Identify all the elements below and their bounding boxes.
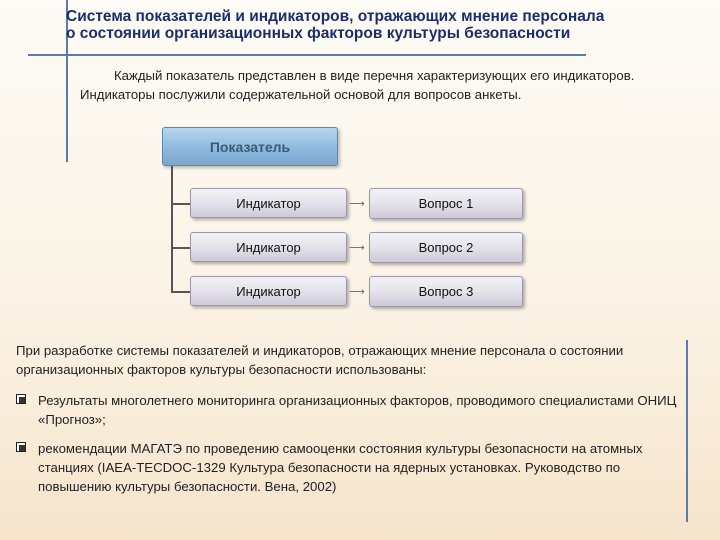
tree-branch-line xyxy=(171,203,191,205)
body-paragraph: При разработке системы показателей и индикаторов, отражающих мнение персонала о состоянии организационных факторов культуры безопасности использованы: xyxy=(16,343,624,377)
tree-branch-line xyxy=(171,247,191,249)
title-line-1: Система показателей и индикаторов, отражающих мнение персонала xyxy=(66,8,605,25)
checkbox-bullet-icon xyxy=(16,442,26,452)
checkbox-bullet-icon xyxy=(16,394,26,404)
bullet-item xyxy=(16,391,688,429)
question-box-3: Вопрос 3 xyxy=(369,276,523,307)
title-line-2: о состоянии организационных факторов культуры безопасности xyxy=(66,25,571,42)
arrow-right-icon: ⟶ xyxy=(349,198,365,210)
intro-text: Каждый показатель представлен в виде перечня характеризующих его индикаторов. Индикаторы послужили содержательной основой для вопросов анкеты. xyxy=(80,68,635,102)
bullet-text: Результаты многолетнего мониторинга организационных факторов, проводимого специалистами ОНИЦ «Прогноз»; xyxy=(38,393,677,427)
arrow-right-icon: ⟶ xyxy=(349,242,365,254)
indicator-box-2: Индикатор xyxy=(190,232,347,262)
page-title xyxy=(66,8,706,42)
question-box-2: Вопрос 2 xyxy=(369,232,523,263)
bullet-item xyxy=(16,439,688,496)
question-box-1: Вопрос 1 xyxy=(369,188,523,219)
arrow-right-icon: ⟶ xyxy=(349,286,365,298)
indicator-box-3: Индикатор xyxy=(190,276,347,306)
bullet-text: рекомендации МАГАТЭ по проведению самооценки состояния культуры безопасности на атомных станциях (IAEA-TECDOC-1329 Культура безопасности на ядерных установках. Руководство по повышению культуры безопасности. Вена, 2002) xyxy=(38,441,643,494)
title-underline xyxy=(28,54,586,56)
tree-trunk-line xyxy=(171,166,173,292)
indicator-box-1: Индикатор xyxy=(190,188,347,218)
diagram-root-box: Показатель xyxy=(162,127,338,166)
tree-branch-line xyxy=(171,291,191,293)
